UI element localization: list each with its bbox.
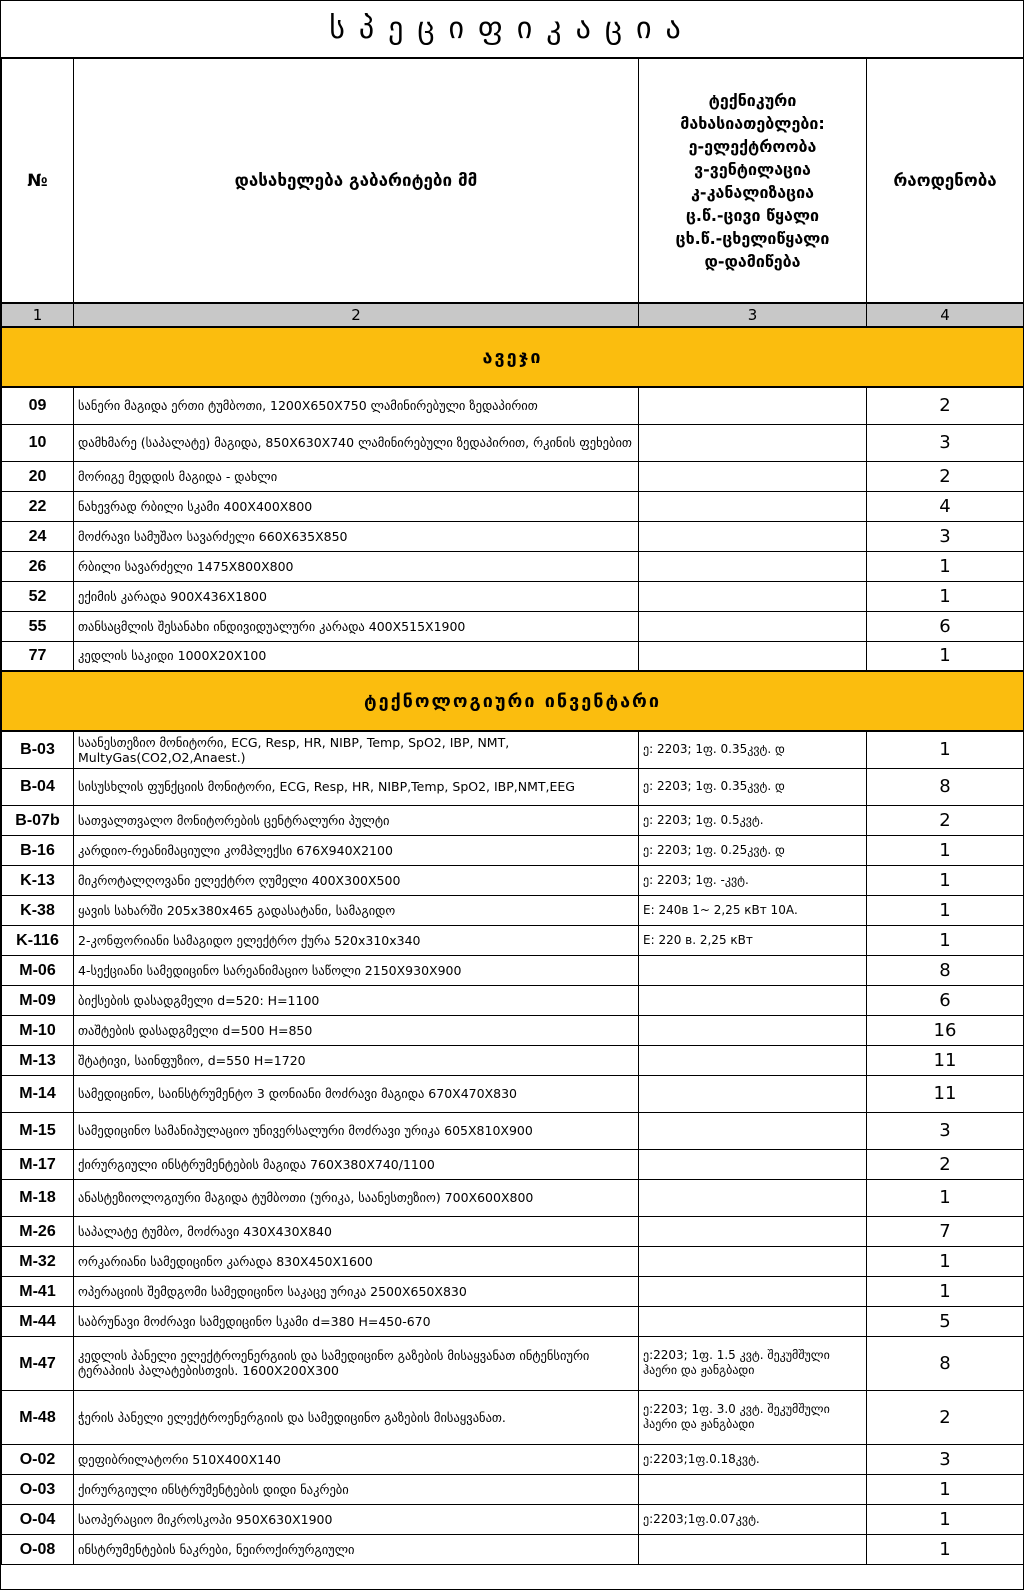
item-quantity: 2: [867, 1390, 1024, 1444]
item-code: 24: [2, 521, 74, 551]
header-tech-line: ე-ელექტროობა: [688, 136, 817, 156]
item-tech: ე:2203;1ფ.0.07კვტ.: [639, 1504, 867, 1534]
item-quantity: 3: [867, 424, 1024, 461]
item-name: საანესთეზიო მონიტორი, ECG, Resp, HR, NIBP, Temp, SpO2, IBP, NMT, MultyGas(CO2,O2,Anaest.): [74, 731, 639, 768]
item-name: მიკროტალღოვანი ელექტრო ღუმელი 400X300X500: [74, 865, 639, 895]
item-code: 55: [2, 611, 74, 641]
item-name: ქირურგიული ინსტრუმენტების დიდი ნაკრები: [74, 1474, 639, 1504]
item-code: B-03: [2, 731, 74, 768]
specification-table: [1, 58, 1024, 1565]
item-code: O-08: [2, 1534, 74, 1564]
item-code: M-44: [2, 1306, 74, 1336]
item-tech: [639, 461, 867, 491]
item-code: B-04: [2, 768, 74, 805]
table-row: [2, 1444, 1024, 1474]
item-name: მორიგე მედდის მაგიდა - დახლი: [74, 461, 639, 491]
section-title: ავეჯი: [2, 327, 1024, 387]
table-row: [2, 1504, 1024, 1534]
item-tech: [639, 985, 867, 1015]
item-code: K-13: [2, 865, 74, 895]
column-number: 2: [74, 303, 639, 327]
item-code: M-14: [2, 1075, 74, 1112]
item-quantity: 2: [867, 387, 1024, 424]
table-row: [2, 955, 1024, 985]
table-row: [2, 1474, 1024, 1504]
item-quantity: 1: [867, 581, 1024, 611]
item-code: B-16: [2, 835, 74, 865]
item-quantity: 4: [867, 491, 1024, 521]
item-quantity: 8: [867, 1336, 1024, 1390]
item-name: ბიქსების დასადგმელი d=520: H=1100: [74, 985, 639, 1015]
table-row: [2, 985, 1024, 1015]
table-row: [2, 1112, 1024, 1149]
item-quantity: 8: [867, 768, 1024, 805]
table-row: [2, 1075, 1024, 1112]
item-quantity: 16: [867, 1015, 1024, 1045]
table-row: [2, 1149, 1024, 1179]
header-qty: რაოდენობა: [867, 59, 1024, 304]
item-name: ჭერის პანელი ელექტროენერგიის და სამედიცინო გაზების მისაყვანათ.: [74, 1390, 639, 1444]
header-tech-line: ც.წ.-ცივი წყალი: [685, 205, 820, 225]
item-tech: ე: 2203; 1ფ. 0.35კვტ. დ: [639, 768, 867, 805]
item-code: M-18: [2, 1179, 74, 1216]
item-quantity: 8: [867, 955, 1024, 985]
item-tech: [639, 611, 867, 641]
item-tech: [639, 424, 867, 461]
item-code: M-06: [2, 955, 74, 985]
header-tech-line: ვ-ვენტილაცია: [694, 159, 811, 179]
table-row: [2, 581, 1024, 611]
item-tech: ე:2203; 1ფ. 1.5 კვტ. შეკუმშული ჰაერი და ჟანგბადი: [639, 1336, 867, 1390]
table-row: [2, 925, 1024, 955]
table-row: [2, 641, 1024, 671]
item-name: მოძრავი სამუშაო სავარძელი 660X635X850: [74, 521, 639, 551]
item-tech: [639, 1015, 867, 1045]
header-tech: [639, 59, 867, 304]
item-code: M-09: [2, 985, 74, 1015]
column-number: 3: [639, 303, 867, 327]
table-row: [2, 387, 1024, 424]
item-name: ყავის სახარში 205x380x465 გადასატანი, სამაგიდო: [74, 895, 639, 925]
item-tech: [639, 641, 867, 671]
section-title: ტექნოლოგიური ინვენტარი: [2, 671, 1024, 731]
item-name: კედლის საკიდი 1000X20X100: [74, 641, 639, 671]
item-code: K-38: [2, 895, 74, 925]
item-name: თაშტების დასადგმელი d=500 H=850: [74, 1015, 639, 1045]
item-tech: [639, 1216, 867, 1246]
item-quantity: 1: [867, 1474, 1024, 1504]
item-tech: [639, 491, 867, 521]
item-tech: [639, 1075, 867, 1112]
item-tech: [639, 1306, 867, 1336]
item-tech: ე:2203;1ფ.0.18კვტ.: [639, 1444, 867, 1474]
table-row: [2, 1246, 1024, 1276]
table-row: [2, 1534, 1024, 1564]
item-name: სამედიცინო, საინსტრუმენტო 3 დონიანი მოძრავი მაგიდა 670X470X830: [74, 1075, 639, 1112]
item-quantity: 1: [867, 865, 1024, 895]
table-row: [2, 1306, 1024, 1336]
header-row: [2, 59, 1024, 304]
item-name: თანსაცმლის შესანახი ინდივიდუალური კარადა 400X515X1900: [74, 611, 639, 641]
item-tech: [639, 1179, 867, 1216]
item-quantity: 1: [867, 835, 1024, 865]
item-code: M-47: [2, 1336, 74, 1390]
item-name: საბრუნავი მოძრავი სამედიცინო სკამი d=380 H=450-670: [74, 1306, 639, 1336]
item-code: K-116: [2, 925, 74, 955]
table-row: [2, 1276, 1024, 1306]
table-row: [2, 521, 1024, 551]
item-tech: [639, 1474, 867, 1504]
item-code: 52: [2, 581, 74, 611]
item-tech: ე:2203; 1ფ. 3.0 კვტ. შეკუმშული ჰაერი და ჟანგბადი: [639, 1390, 867, 1444]
table-row: [2, 768, 1024, 805]
table-row: [2, 1179, 1024, 1216]
item-quantity: 1: [867, 1276, 1024, 1306]
item-name: ინსტრუმენტების ნაკრები, ნეიროქირურგიული: [74, 1534, 639, 1564]
header-tech-line: ტექნიკური: [708, 90, 797, 110]
item-code: O-04: [2, 1504, 74, 1534]
item-code: M-10: [2, 1015, 74, 1045]
item-tech: [639, 551, 867, 581]
item-quantity: 6: [867, 611, 1024, 641]
item-name: ოპერაციის შემდგომი სამედიცინო საკაცე ურიკა 2500X650X830: [74, 1276, 639, 1306]
item-quantity: 6: [867, 985, 1024, 1015]
item-tech: [639, 1534, 867, 1564]
table-row: [2, 865, 1024, 895]
item-quantity: 1: [867, 925, 1024, 955]
item-quantity: 2: [867, 461, 1024, 491]
item-name: 2-კონფორიანი სამაგიდო ელექტრო ქურა 520x310x340: [74, 925, 639, 955]
item-tech: [639, 1246, 867, 1276]
item-name: ნახევრად რბილი სკამი 400X400X800: [74, 491, 639, 521]
table-row: [2, 1216, 1024, 1246]
item-code: M-26: [2, 1216, 74, 1246]
item-quantity: 3: [867, 1112, 1024, 1149]
table-row: [2, 1045, 1024, 1075]
item-name: დეფიბრილატორი 510X400X140: [74, 1444, 639, 1474]
item-tech: ე: 2203; 1ფ. -კვტ.: [639, 865, 867, 895]
item-tech: [639, 955, 867, 985]
item-name: საპალატე ტუმბო, მოძრავი 430X430X840: [74, 1216, 639, 1246]
item-code: 77: [2, 641, 74, 671]
item-name: ანასტეზიოლოგიური მაგიდა ტუმბოთი (ურიკა, საანესთეზიო) 700X600X800: [74, 1179, 639, 1216]
item-code: M-41: [2, 1276, 74, 1306]
item-quantity: 1: [867, 731, 1024, 768]
header-tech-line: მახასიათებლები:: [680, 113, 825, 133]
item-code: M-13: [2, 1045, 74, 1075]
item-name: სანერი მაგიდა ერთი ტუმბოთი, 1200X650X750 ლამინირებული ზედაპირით: [74, 387, 639, 424]
item-name: დამხმარე (საპალატე) მაგიდა, 850X630X740 ლამინირებული ზედაპირით, რკინის ფეხებით: [74, 424, 639, 461]
item-name: 4-სექციანი სამედიცინო სარეანიმაციო საწოლი 2150X930X900: [74, 955, 639, 985]
table-row: [2, 1336, 1024, 1390]
table-row: [2, 461, 1024, 491]
item-quantity: 1: [867, 1179, 1024, 1216]
item-tech: [639, 1149, 867, 1179]
item-quantity: 1: [867, 895, 1024, 925]
item-code: B-07b: [2, 805, 74, 835]
item-name: ქირურგიული ინსტრუმენტების მაგიდა 760X380X740/1100: [74, 1149, 639, 1179]
section-header-row: [2, 327, 1024, 387]
table-row: [2, 551, 1024, 581]
item-quantity: 11: [867, 1045, 1024, 1075]
item-name: სამედიცინო სამანიპულაციო უნივერსალური მოძრავი ურიკა 605X810X900: [74, 1112, 639, 1149]
table-row: [2, 731, 1024, 768]
item-code: 09: [2, 387, 74, 424]
item-name: ორკარიანი სამედიცინო კარადა 830X450X1600: [74, 1246, 639, 1276]
table-row: [2, 611, 1024, 641]
item-tech: [639, 581, 867, 611]
item-code: 22: [2, 491, 74, 521]
item-name: კარდიო-რეანიმაციული კომპლექსი 676X940X2100: [74, 835, 639, 865]
item-tech: ე: 2203; 1ფ. 0.5კვტ.: [639, 805, 867, 835]
table-row: [2, 424, 1024, 461]
item-quantity: 3: [867, 1444, 1024, 1474]
table-row: [2, 491, 1024, 521]
header-tech-line: ცხ.წ.-ცხელიწყალი: [675, 228, 830, 248]
item-code: 26: [2, 551, 74, 581]
item-tech: [639, 1276, 867, 1306]
column-number: 1: [2, 303, 74, 327]
table-row: [2, 1390, 1024, 1444]
item-quantity: 2: [867, 1149, 1024, 1179]
header-name: დასახელება გაბარიტები მმ: [74, 59, 639, 304]
item-tech: [639, 1112, 867, 1149]
header-tech-line: კ-კანალიზაცია: [691, 182, 814, 202]
item-tech: ე: 2203; 1ფ. 0.25კვტ. დ: [639, 835, 867, 865]
item-code: M-17: [2, 1149, 74, 1179]
item-tech: [639, 521, 867, 551]
table-row: [2, 895, 1024, 925]
item-code: M-15: [2, 1112, 74, 1149]
item-name: ექიმის კარადა 900X436X1800: [74, 581, 639, 611]
section-header-row: [2, 671, 1024, 731]
item-tech: [639, 387, 867, 424]
item-name: სათვალთვალო მონიტორების ცენტრალური პულტი: [74, 805, 639, 835]
item-code: M-48: [2, 1390, 74, 1444]
item-name: შტატივი, საინფუზიო, d=550 H=1720: [74, 1045, 639, 1075]
item-tech: E: 240в 1~ 2,25 кВт 10А.: [639, 895, 867, 925]
item-quantity: 7: [867, 1216, 1024, 1246]
item-name: კედლის პანელი ელექტროენერგიის და სამედიცინო გაზების მისაყვანათ ინტენსიური ტერაპიის პალატებისთვის. 1600X200X300: [74, 1336, 639, 1390]
item-code: O-02: [2, 1444, 74, 1474]
item-quantity: 5: [867, 1306, 1024, 1336]
column-number-row: [2, 303, 1024, 327]
item-name: რბილი სავარძელი 1475X800X800: [74, 551, 639, 581]
item-quantity: 3: [867, 521, 1024, 551]
header-num: №: [2, 59, 74, 304]
item-code: M-32: [2, 1246, 74, 1276]
item-quantity: 1: [867, 1534, 1024, 1564]
document-title: სპეციფიკაცია: [1, 1, 1023, 58]
item-quantity: 1: [867, 551, 1024, 581]
item-quantity: 2: [867, 805, 1024, 835]
item-code: 10: [2, 424, 74, 461]
table-row: [2, 835, 1024, 865]
table-row: [2, 805, 1024, 835]
item-quantity: 1: [867, 1504, 1024, 1534]
item-tech: [639, 1045, 867, 1075]
item-name: საოპერაციო მიკროსკოპი 950X630X1900: [74, 1504, 639, 1534]
item-code: 20: [2, 461, 74, 491]
item-code: O-03: [2, 1474, 74, 1504]
item-name: სისუსხლის ფუნქციის მონიტორი, ECG, Resp, HR, NIBP,Temp, SpO2, IBP,NMT,EEG: [74, 768, 639, 805]
item-tech: ე: 2203; 1ფ. 0.35კვტ. დ: [639, 731, 867, 768]
item-quantity: 1: [867, 1246, 1024, 1276]
header-tech-line: დ-დამიწება: [704, 251, 801, 271]
item-quantity: 11: [867, 1075, 1024, 1112]
item-quantity: 1: [867, 641, 1024, 671]
table-row: [2, 1015, 1024, 1045]
item-tech: E: 220 в. 2,25 кВт: [639, 925, 867, 955]
column-number: 4: [867, 303, 1024, 327]
